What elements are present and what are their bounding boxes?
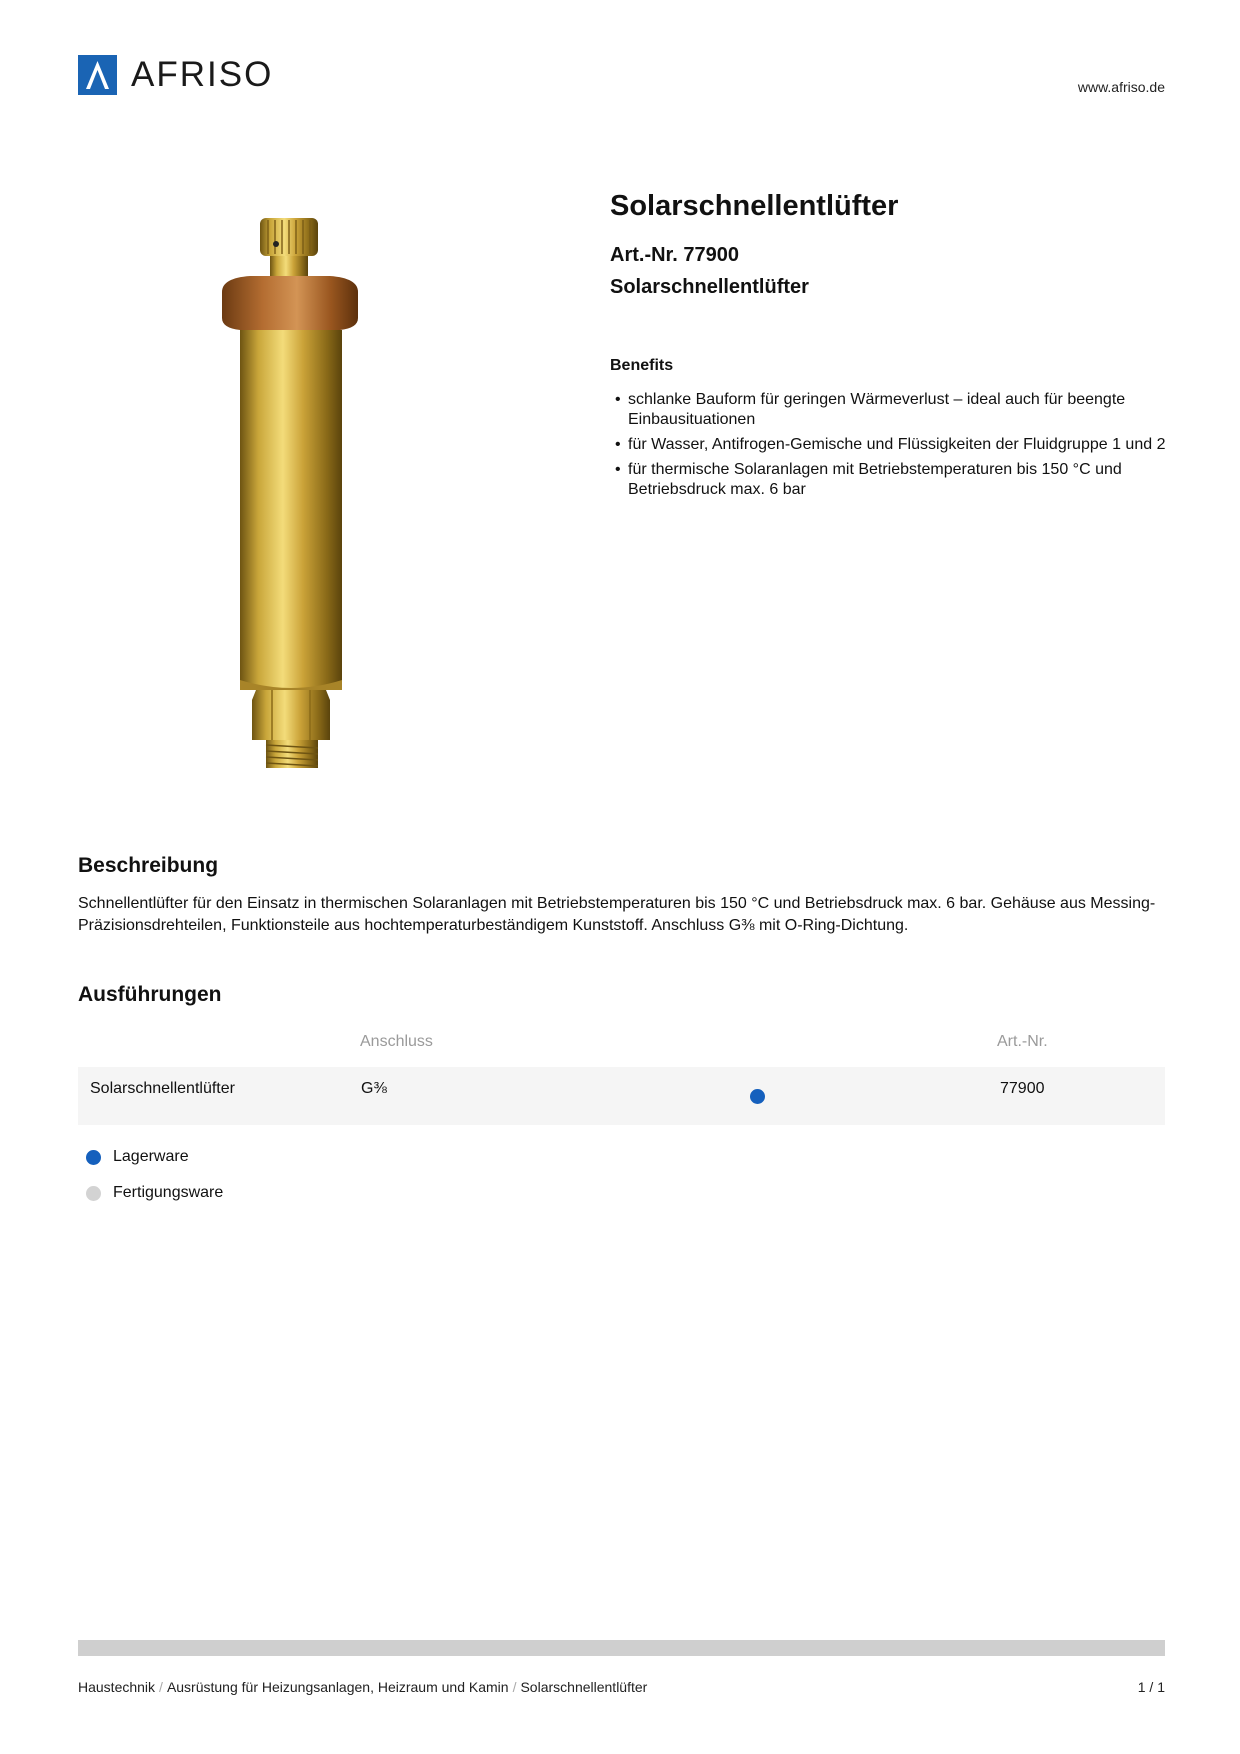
benefit-item: • für Wasser, Antifrogen-Gemische und Flüssigkeiten der Fluidgruppe 1 und 2 <box>610 435 1170 455</box>
product-subtitle: Solarschnellentlüfter <box>610 276 809 298</box>
variants-heading: Ausführungen <box>78 983 222 1006</box>
afriso-logo-icon <box>78 55 117 95</box>
page-number: 1 / 1 <box>1137 1679 1165 1695</box>
benefit-item: • schlanke Bauform für geringen Wärmeverlust – ideal auch für beengte Einbausituationen <box>610 390 1170 430</box>
variant-connection: G⅜ <box>361 1080 387 1097</box>
benefits-heading: Benefits <box>610 357 674 374</box>
legend-lagerware <box>86 1147 189 1167</box>
product-photo <box>180 200 480 770</box>
description-heading: Beschreibung <box>78 854 219 877</box>
variants-table-header <box>78 1033 1165 1053</box>
breadcrumb-item[interactable]: Haustechnik <box>78 1679 156 1695</box>
breadcrumb-item[interactable]: Solarschnellentlüfter <box>520 1679 648 1695</box>
column-header-art-nr: Art.-Nr. <box>997 1033 1048 1050</box>
variant-art-nr: 77900 <box>1000 1080 1045 1097</box>
footer-divider <box>78 1640 1165 1656</box>
breadcrumb: Haustechnik / Ausrüstung für Heizungsanlagen, Heizraum und Kamin / Solarschnellentlüfter <box>78 1679 648 1695</box>
description-text: Schnellentlüfter für den Einsatz in thermischen Solaranlagen mit Betriebstemperaturen bis 150 °C und Betriebsdruck max. 6 bar. Gehäuse aus Messing-Präzisionsdrehteilen, Funktionsteile aus hochtemperaturbeständigem Kunststoff. Anschluss G⅜ mit O-Ring-Dichtung. <box>78 895 1156 934</box>
column-header-anschluss: Anschluss <box>360 1033 433 1050</box>
stock-dot-icon <box>86 1150 101 1165</box>
breadcrumb-item[interactable]: Ausrüstung für Heizungsanlagen, Heizraum und Kamin <box>166 1679 509 1695</box>
variant-name: Solarschnellentlüfter <box>90 1080 235 1097</box>
made-to-order-dot-icon <box>86 1186 101 1201</box>
table-row[interactable] <box>78 1067 1165 1125</box>
legend-fertigungsware <box>86 1183 223 1203</box>
afriso-logo[interactable] <box>78 55 273 95</box>
benefit-item: • für thermische Solaranlagen mit Betriebstemperaturen bis 150 °C und Betriebsdruck max. 6 bar <box>610 460 1170 500</box>
stock-status-icon <box>750 1089 765 1104</box>
benefits-list <box>610 390 1170 500</box>
product-title: Solarschnellentlüfter <box>610 190 899 222</box>
legend-label: Lagerware <box>113 1148 189 1165</box>
website-link[interactable]: www.afriso.de <box>1077 79 1165 95</box>
logo-wordmark: AFRISO <box>131 55 274 94</box>
legend-label: Fertigungsware <box>113 1184 224 1201</box>
product-info <box>610 188 1170 505</box>
article-number: Art.-Nr. 77900 <box>610 244 739 266</box>
